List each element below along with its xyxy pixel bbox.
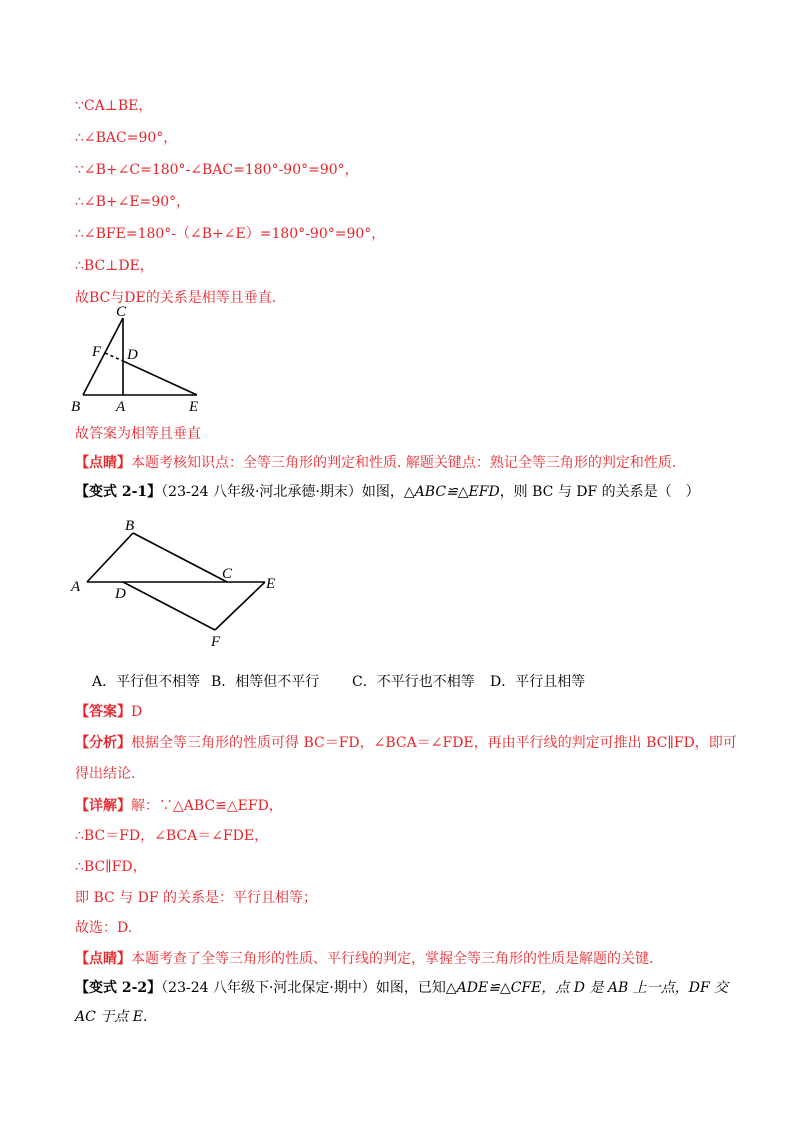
comment-2-text: 本题考查了全等三角形的性质、平行线的判定，掌握全等三角形的性质是解题的关键. — [131, 951, 654, 967]
answer-text: D — [131, 704, 143, 720]
label-c: C — [116, 304, 127, 320]
option-b: B．相等但不平行 — [211, 674, 320, 690]
figure-triangle-bce — [65, 300, 215, 418]
label-b: B — [71, 399, 81, 415]
detail-line-1 — [75, 796, 283, 816]
answer-row — [75, 702, 142, 722]
label-d: D — [127, 347, 138, 363]
analysis-line-1 — [75, 733, 737, 753]
solution-line-2: ∴∠BAC=90°， — [75, 130, 178, 146]
solution-line-1: ∵CA⊥BE， — [75, 98, 153, 114]
label-c2: C — [222, 566, 233, 582]
detail-line-3: ∴BC∥FD， — [75, 859, 147, 875]
options-row — [92, 671, 585, 691]
comment-tag: 【点睛】 — [75, 455, 131, 471]
option-c: C．不平行也不相等 — [352, 674, 475, 690]
detail-text: 解：∵△ABC≌△EFD， — [131, 798, 283, 814]
option-d: D．平行且相等 — [490, 674, 586, 690]
solution-line-3: ∵∠B+∠C=180°-∠BAC=180°-90°=90°， — [75, 162, 359, 178]
answer-tag: 【答案】 — [75, 704, 131, 720]
variant-question: ，则 BC 与 DF 的关系是（ ） — [499, 484, 700, 500]
figure-parallelogram — [65, 512, 295, 652]
comment-1 — [75, 453, 676, 473]
comment-2 — [75, 949, 653, 969]
label-e: E — [189, 399, 199, 415]
solution-conclusion: 故BC与DE的关系是相等且垂直． — [75, 290, 286, 306]
variant-source: （23-24 八年级·河北承德·期末）如图， — [161, 484, 404, 500]
solution-line-5: ∴∠BFE=180°-（∠B+∠E）=180°-90°=90°， — [75, 226, 386, 242]
detail-line-2: ∴BC＝FD，∠BCA＝∠FDE， — [75, 828, 269, 844]
answer-line: 故答案为相等且垂直 — [75, 426, 201, 442]
variant-2-2 — [75, 978, 728, 998]
variant-congruence: △ABC≌△EFD — [403, 484, 500, 500]
label-d2: D — [115, 586, 126, 602]
analysis-text: 根据全等三角形的性质可得 BC＝FD，∠BCA＝∠FDE，再由平行线的判定可推出 BC∥FD，即可 — [131, 735, 737, 751]
label-f2: F — [211, 634, 221, 650]
analysis-line-2: 得出结论. — [75, 766, 136, 782]
label-a: A — [116, 399, 126, 415]
option-a: A．平行但不相等 — [92, 674, 201, 690]
solution-line-6: ∴BC⊥DE， — [75, 258, 154, 274]
comment-text: 本题考核知识点：全等三角形的判定和性质. 解题关键点：熟记全等三角形的判定和性质. — [131, 455, 677, 471]
variant-2-1 — [75, 482, 700, 502]
variant-2-tag: 【变式 2-2】 — [75, 980, 162, 996]
label-f: F — [92, 344, 102, 360]
detail-tag: 【详解】 — [75, 798, 131, 814]
label-a2: A — [71, 579, 81, 595]
detail-line-5: 故选：D. — [75, 920, 133, 936]
variant-tag: 【变式 2-1】 — [75, 484, 162, 500]
detail-line-4: 即 BC 与 DF 的关系是：平行且相等； — [75, 890, 317, 906]
label-e2: E — [266, 576, 276, 592]
label-b2: B — [125, 518, 135, 534]
comment-2-tag: 【点睛】 — [75, 951, 131, 967]
analysis-tag: 【分析】 — [75, 735, 131, 751]
solution-line-4: ∴∠B+∠E=90°， — [75, 194, 191, 210]
variant-2-line-2: AC 于点 E. — [75, 1009, 148, 1025]
variant-2-text: △ADE≌△CFE，点 D 是 AB 上一点，DF 交 — [445, 980, 729, 996]
variant-2-source: （23-24 八年级下·河北保定·期中）如图，已知 — [161, 980, 446, 996]
